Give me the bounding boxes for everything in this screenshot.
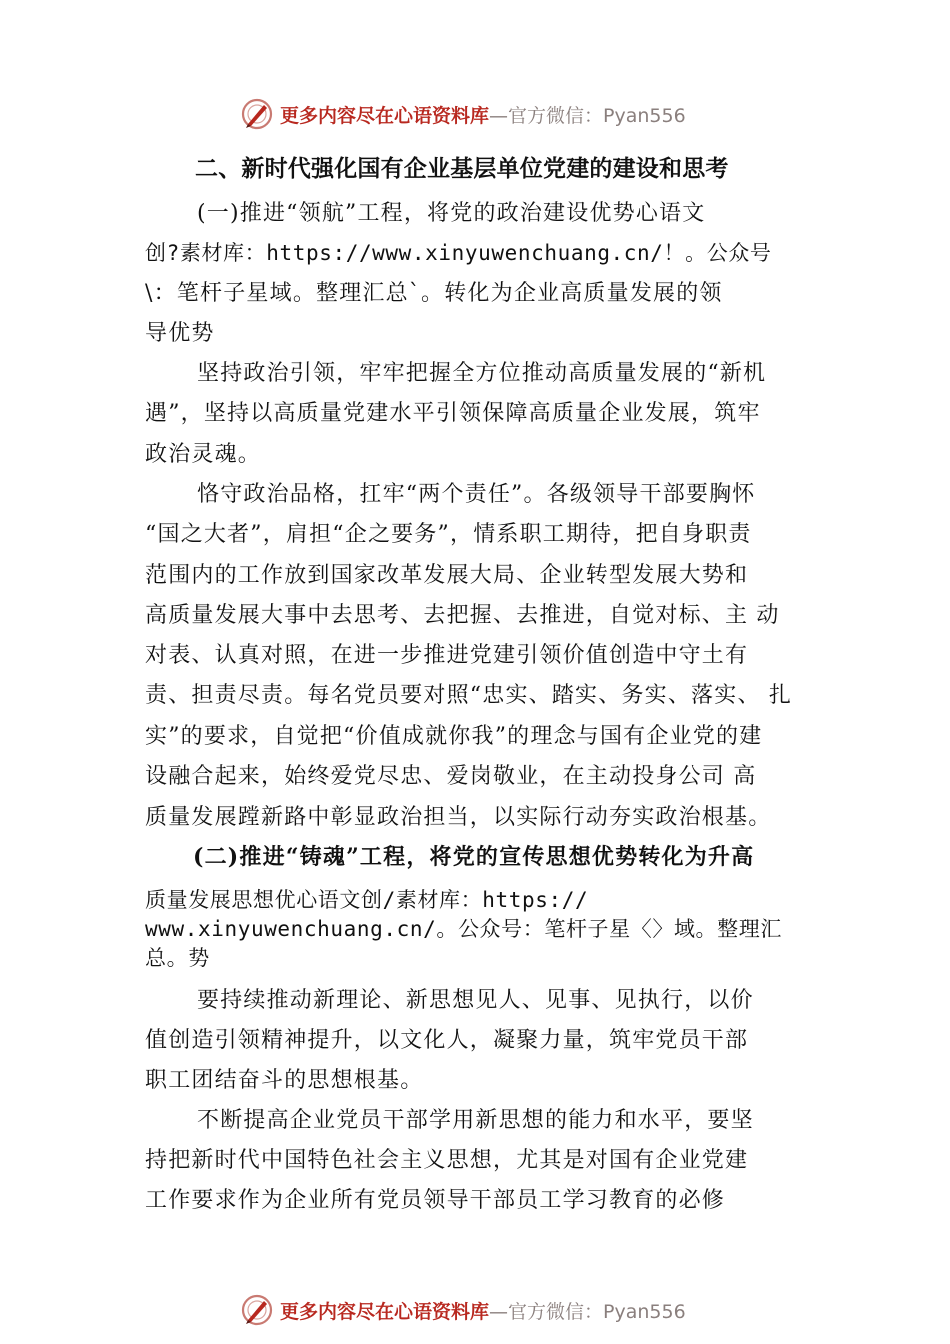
text-line: 实”的要求，自觉把“价值成就你我”的理念与国有企业党的建 (145, 724, 763, 749)
text-line: 职工团结奋斗的思想根基。 (145, 1068, 424, 1093)
text-line: 遇”，坚持以高质量党建水平引领保障高质量企业发展，筑牢 (145, 401, 761, 426)
header-banner (240, 97, 686, 131)
text-line: 对表、认真对照，在进一步推进党建引领价值创造中守土有 (145, 643, 749, 668)
section-heading: 二、新时代强化国有企业基层单位党建的建设和思考 (195, 156, 729, 182)
text-line: 范围内的工作放到国家改革发展大局、企业转型发展大势和 (145, 563, 749, 588)
subsection-heading: (二)推进“铸魂”工程，将党的宣传思想优势转化为升高 (193, 844, 755, 870)
text-line: 政治灵魂。 (145, 442, 262, 467)
footer-banner (240, 1293, 686, 1327)
text-line: 值创造引领精神提升，以文化人，凝聚力量，筑牢党员干部 (145, 1028, 749, 1053)
text-line: 高质量发展大事中去思考、去把握、去推进，自觉对标、主 动 (145, 603, 780, 628)
pen-logo-icon (240, 1293, 274, 1327)
text-line: 质量发展思想优心语文创/素材库：https:// (145, 888, 589, 912)
text-line: 设融合起来，始终爱党尽忠、爱岗敬业，在主动投身公司 高 (145, 764, 757, 789)
text-line: 不断提高企业党员干部学用新思想的能力和水平，要坚 (197, 1108, 754, 1133)
text-line: www.xinyuwenchuang.cn/。公众号：笔杆子星〈〉域。整理汇 (145, 917, 782, 941)
banner-red-text: 更多内容尽在心语资料库 (280, 104, 490, 127)
text-line: 恪守政治品格，扛牢“两个责任”。各级领导干部要胸怀 (197, 482, 756, 507)
text-line: 工作要求作为企业所有党员领导干部员工学习教育的必修 (145, 1188, 726, 1213)
banner-gray-text: —官方微信：Pyan556 (489, 104, 686, 127)
text-line: 责、担责尽责。每名党员要对照“忠实、踏实、务实、落实、 扎 (145, 683, 793, 708)
text-line: 要持续推动新理论、新思想见人、见事、见执行，以价 (197, 988, 754, 1013)
text-line: \：笔杆子星域。整理汇总`。转化为企业高质量发展的领 (145, 281, 723, 306)
banner-gray-text: —官方微信：Pyan556 (489, 1300, 686, 1323)
pen-logo-icon (240, 97, 274, 131)
text-line: “国之大者”，肩担“企之要务”，情系职工期待，把自身职责 (145, 522, 752, 547)
text-line: 创?素材库：https://www.xinyuwenchuang.cn/！。公众号 (145, 241, 772, 265)
text-line: 持把新时代中国特色社会主义思想，尤其是对国有企业党建 (145, 1148, 749, 1173)
text-line: 导优势 (145, 321, 215, 346)
text-line: 质量发展蹚新路中彰显政治担当，以实际行动夯实政治根基。 (145, 805, 772, 830)
text-line: 坚持政治引领，牢牢把握全方位推动高质量发展的“新机 (197, 361, 767, 386)
text-line: (一)推进“领航”工程，将党的政治建设优势心语文 (197, 201, 706, 226)
banner-red-text: 更多内容尽在心语资料库 (280, 1300, 490, 1323)
text-line: 总。势 (145, 946, 210, 970)
